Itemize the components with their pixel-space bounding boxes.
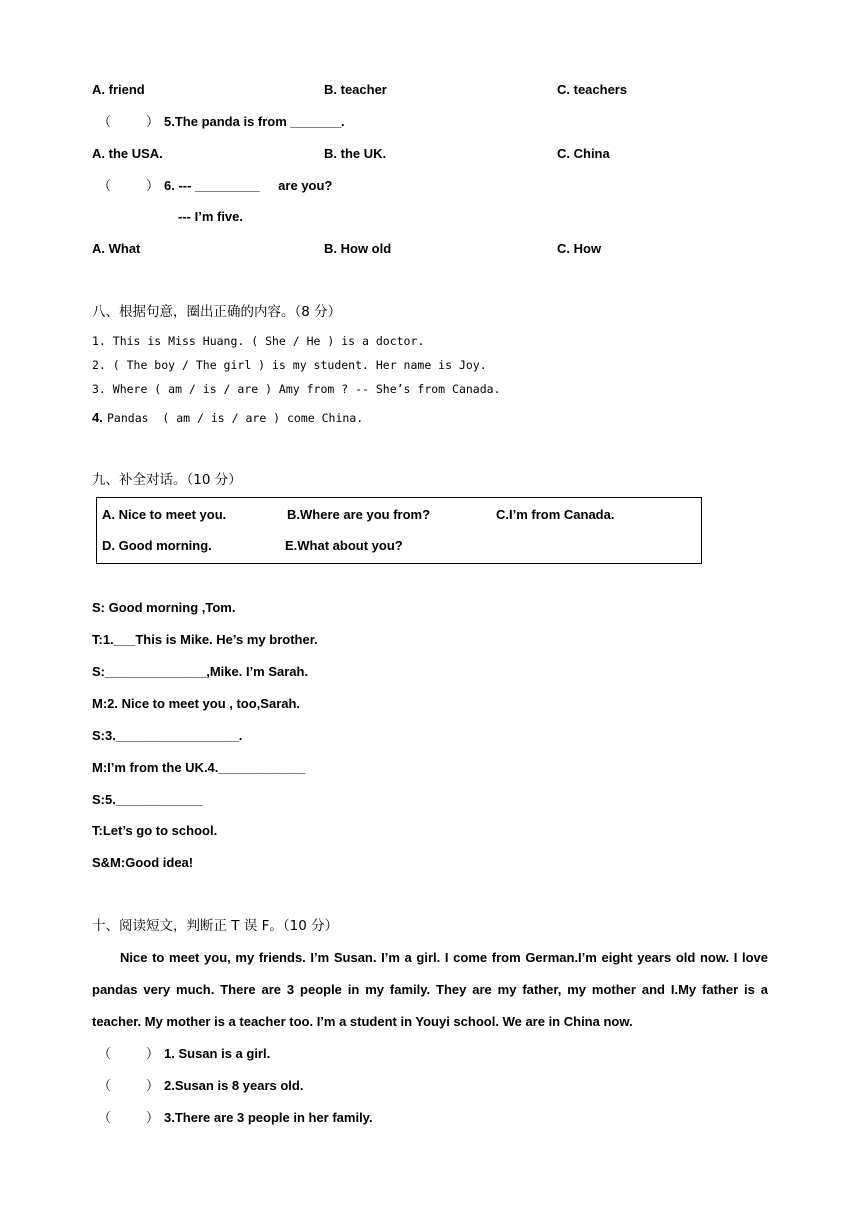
q4-option-a: A. friend xyxy=(92,82,145,97)
reading-passage: Nice to meet you, my friends. I’m Susan. I’m a girl. I come from German.I’m eight years old now. I love pandas very much. There are 3 people in my family. They are my father, my mother and I.My father is a teacher. My mother is a teacher too. I’m a student in Youyi school. We are in China now. xyxy=(92,950,768,1029)
section9-heading: 九、补全对话。（10 分） xyxy=(92,472,242,488)
dialogue-line-6: M:I’m from the UK.4.____________ xyxy=(92,760,306,775)
section8-heading: 八、根据句意，圈出正确的内容。（8 分） xyxy=(92,304,342,320)
tf-q2-paren-close: ） xyxy=(146,1078,160,1093)
dialogue-line-3: S:______________,Mike. I’m Sarah. xyxy=(92,664,309,679)
q6-paren-open: （ xyxy=(98,178,112,193)
q5-option-c: C. China xyxy=(557,146,610,161)
tf-q3-paren-close: ） xyxy=(146,1110,160,1125)
q4-option-c: C. teachers xyxy=(557,82,628,97)
dialogue-line-8: T:Let’s go to school. xyxy=(92,823,218,838)
tf-q2-paren-open: （ xyxy=(98,1078,112,1093)
dialogue-line-2: T:1.___This is Mike. He’s my brother. xyxy=(92,632,318,647)
q5-option-b: B. the UK. xyxy=(324,146,387,161)
q6-option-c: C. How xyxy=(557,241,602,256)
word-bank-a: A. Nice to meet you. xyxy=(102,507,227,522)
section8-item-4: Pandas ( am / is / are ) come China. xyxy=(107,411,364,425)
section8-item-2: 2. ( The boy / The girl ) is my student. Her name is Joy. xyxy=(92,358,487,372)
section8-item-1: 1. This is Miss Huang. ( She / He ) is a doctor. xyxy=(92,334,425,348)
q5-paren-close: ） xyxy=(146,114,160,129)
tf-question-1: 1. Susan is a girl. xyxy=(164,1046,271,1061)
section8-item-4-number: 4. xyxy=(92,410,103,425)
section10-heading: 十、阅读短文，判断正 T 误 F。（10 分） xyxy=(92,918,339,934)
dialogue-line-5: S:3._________________. xyxy=(92,728,243,743)
dialogue-line-1: S: Good morning ,Tom. xyxy=(92,600,236,615)
tf-question-3: 3.There are 3 people in her family. xyxy=(164,1110,373,1125)
q5-question: 5.The panda is from _______. xyxy=(164,114,345,129)
tf-q3-paren-open: （ xyxy=(98,1110,112,1125)
word-bank-b: B.Where are you from? xyxy=(287,507,431,522)
q6-question: 6. --- _________ are you? xyxy=(164,178,333,193)
word-bank-e: E.What about you? xyxy=(285,538,403,553)
section8-item-3: 3. Where ( am / is / are ) Amy from ? -- She’s from Canada. xyxy=(92,382,501,396)
tf-q1-paren-open: （ xyxy=(98,1046,112,1061)
q4-option-b: B. teacher xyxy=(324,82,387,97)
q6-option-a: A. What xyxy=(92,241,141,256)
q5-option-a: A. the USA. xyxy=(92,146,163,161)
tf-q1-paren-close: ） xyxy=(146,1046,160,1061)
word-bank-d: D. Good morning. xyxy=(102,538,212,553)
tf-question-2: 2.Susan is 8 years old. xyxy=(164,1078,304,1093)
q6-paren-close: ） xyxy=(146,178,160,193)
q6-answer: --- I’m five. xyxy=(178,209,244,224)
q6-option-b: B. How old xyxy=(324,241,392,256)
q5-paren-open: （ xyxy=(98,114,112,129)
dialogue-line-7: S:5.____________ xyxy=(92,792,203,807)
dialogue-line-4: M:2. Nice to meet you , too,Sarah. xyxy=(92,696,301,711)
dialogue-line-9: S&M:Good idea! xyxy=(92,855,194,870)
word-bank-c: C.I’m from Canada. xyxy=(496,507,615,522)
